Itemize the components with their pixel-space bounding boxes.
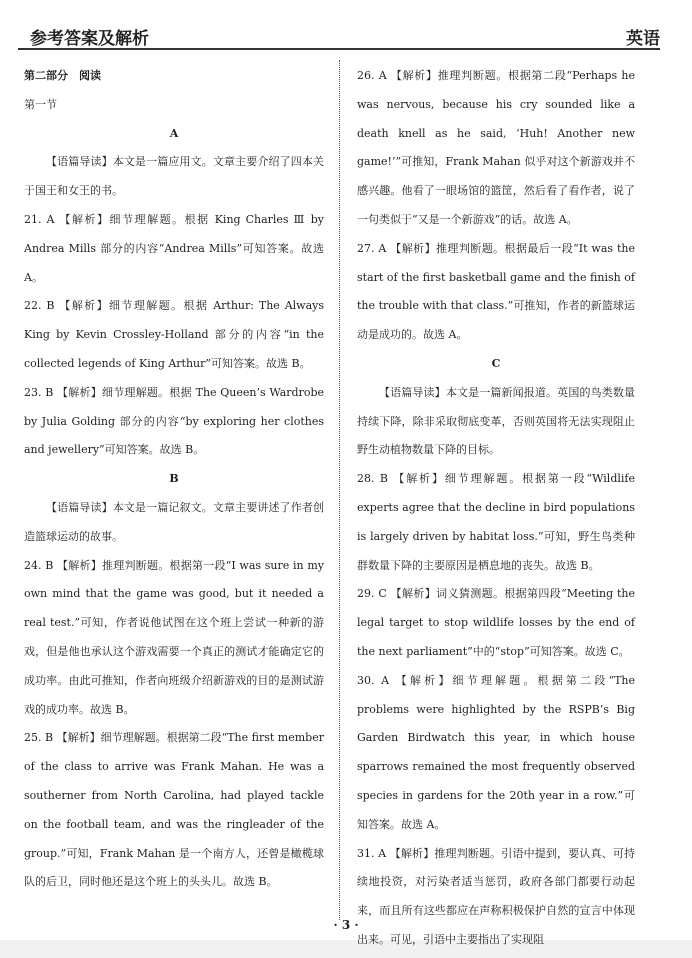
answer-explanation: 23. B 【解析】细节理解题。根据 The Queen’s Wardrobe by Julia Golding 部分的内容“by exploring her clothes and jewellery”可知答案。故选 B。 [24, 385, 324, 457]
passage-label: B [169, 472, 179, 486]
header-subject: 英语 [626, 29, 660, 49]
column-divider [339, 60, 340, 920]
answer-explanation: 24. B 【解析】推理判断题。根据第一段“I was sure in my own mind that the game was good, but it needed a real test.”可知，作者说他试图在这个班上尝试一种新的游戏，但是他也承认这个游戏需要一个真正的测试才能确定它的成功率。由此可推知，作者向班级介绍新游戏的目的是测试游戏的成功率。故选 B。 [24, 558, 324, 716]
page-header [18, 22, 660, 50]
passage-label: C [491, 356, 501, 370]
answer-explanation: 26. A 【解析】推理判断题。根据第二段“Perhaps he was nervous, because his cry sounded like a death knell as he said, ‘Huh! Another new game!’”可推知，Frank Mahan 似乎对这个新游戏并不感兴趣。他看了一眼场馆的篮筐，然后看了看作者，说了一句类似于“又是一个新游戏”的话。故选 A。 [357, 69, 635, 226]
header-title: 参考答案及解析 [30, 29, 149, 49]
passage-label: A [169, 126, 179, 140]
subsection-label: 第一节 [24, 97, 57, 111]
passage-overview: 【语篇导读】本文是一篇应用文。文章主要介绍了四本关于国王和女王的书。 [24, 155, 324, 198]
left-column [24, 62, 324, 897]
answer-explanation: 25. B 【解析】细节理解题。根据第二段“The first member of the class to arrive was Frank Mahan. He was a southerner from North Carolina, had played tackle on the football team, and was the ringleader of the group.”可知，Frank Mahan 是一个南方人，还曾是橄榄球队的后卫，同时他还是这个班上的头头儿。故选 B。 [24, 731, 324, 889]
passage-overview: 【语篇导读】本文是一篇记叙文。文章主要讲述了作者创造篮球运动的故事。 [24, 500, 324, 543]
answer-explanation: 27. A 【解析】推理判断题。根据最后一段“It was the start of the first basketball game and the finish of the trouble with that class.”可推知，作者的新篮球运动是成功的。故选 A。 [357, 241, 635, 342]
page-number: · 3 · [333, 918, 359, 932]
answer-explanation: 21. A 【解析】细节理解题。根据 King Charles Ⅲ by Andrea Mills 部分的内容“Andrea Mills”可知答案。故选 A。 [24, 212, 324, 284]
section-heading: 第二部分 阅读 [24, 69, 101, 82]
answer-explanation: 28. B 【解析】细节理解题。根据第一段“Wildlife experts agree that the decline in bird populations is largely driven by habitat loss.”可知，野生鸟类种群数量下降的主要原因是栖息地的丧失。故选 B。 [357, 472, 635, 572]
answer-explanation: 22. B 【解析】细节理解题。根据 Arthur: The Always King by Kevin Crossley-Holland 部分的内容“in the collected legends of King Arthur”可知答案。故选 B。 [24, 299, 324, 370]
answer-explanation: 30. A 【解析】细节理解题。根据第二段“The problems were highlighted by the RSPB’s Big Garden Birdwatch this year, in which house sparrows remained the most frequently observed species in gardens for the 20th year in a row.”可知答案。故选 A。 [357, 673, 635, 831]
answer-explanation: 31. A 【解析】推理判断题。引语中提到，要认真、可持续地投资，对污染者适当惩罚，政府各部门都要行动起来，而且所有这些都应在声称积极保护自然的宣言中体现出来。可见，引语中主要指出了实现阻 [357, 846, 635, 946]
passage-overview: 【语篇导读】本文是一篇新闻报道。英国的鸟类数量持续下降，除非采取彻底变革，否则英国将无法实现阻止野生动植物数量下降的目标。 [357, 385, 635, 457]
right-column [357, 62, 635, 955]
answer-explanation: 29. C 【解析】词义猜测题。根据第四段“Meeting the legal target to stop wildlife losses by the end of the next parliament”中的“stop”可知答案。故选 C。 [357, 587, 635, 658]
